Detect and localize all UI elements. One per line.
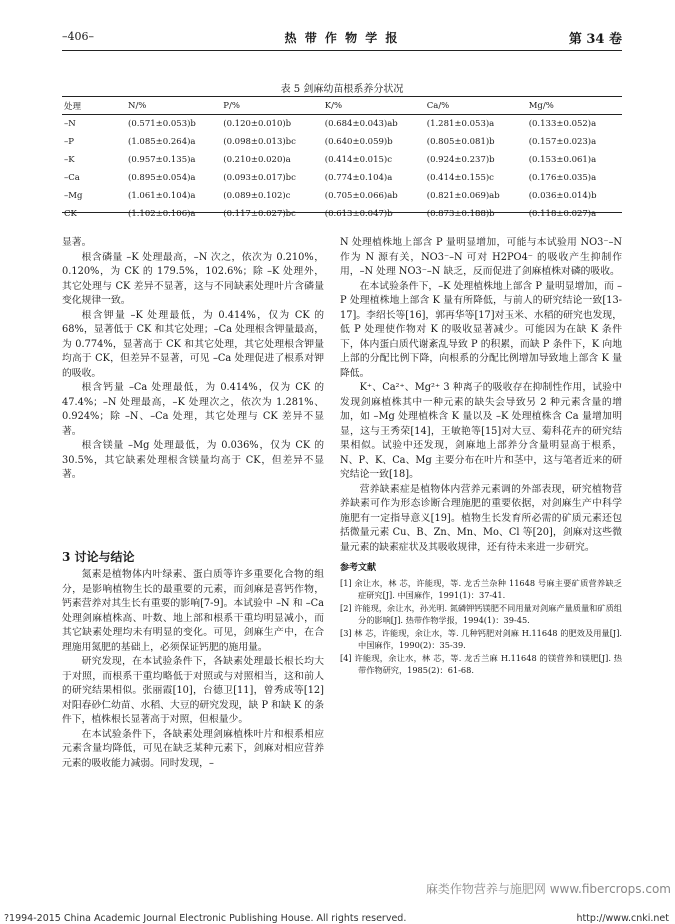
value-cell: (0.118±0.027)a	[528, 209, 597, 219]
paragraph: 根含钙量 –Ca 处理最低，为 0.414%，仅为 CK 的 47.4%；–N 处理最高，–K 处理次之，依次为 1.281%、0.924%；除 –N、–Ca 处理，其它处理与 CK 差异不显著。	[62, 382, 324, 437]
table-bottom-rule	[62, 212, 622, 213]
value-cell: (0.705±0.066)ab	[324, 191, 398, 201]
value-cell: (0.093±0.017)bc	[223, 173, 296, 183]
journal-title: 热 带 作 物 学 报	[284, 31, 400, 45]
paragraph: 营养缺素症是植物体内营养元素调的外部表现，研究植物营养缺素可作为形态诊断合理施肥的重要依据，对剑麻生产中科学施肥有一定指导意义[19]。植物生长发育所必需的矿质元素还包括微量元素 Cu、B、Zn、Mn、Mo、Cl 等[20]，剑麻对这些微量元素的缺素症状及其吸收规律，还有待未来进一步研究。	[340, 483, 622, 553]
table-caption: 表 5 剑麻幼苗根系养分状况	[280, 84, 404, 95]
value-cell: (0.571±0.053)b	[128, 119, 196, 129]
value-cell: (0.924±0.237)b	[426, 155, 495, 165]
value-cell: (1.085±0.264)a	[128, 137, 196, 147]
value-cell: (1.061±0.104)a	[128, 191, 196, 201]
value-cell: (0.176±0.035)a	[528, 173, 597, 183]
left-column-results	[62, 236, 324, 483]
reference-item: [4] 许能现，余让水，林 芯，等. 龙舌兰麻 H.11648 的镁营养和镁肥[J]. 热带作物研究，1985(2)：61-68.	[340, 652, 622, 675]
paragraph: 根含镁量 –Mg 处理最低，为 0.036%，仅为 CK 的 30.5%，其它缺素处理根含镁量均高于 CK，但差异不显著。	[62, 440, 324, 480]
header-rule	[62, 50, 622, 51]
reference-item: [3] 林 芯，许能现，余让水，等. 几种钙肥对剑麻 H.11648 的肥效及用量[J]. 中国麻作，1990(2)：35-39.	[340, 627, 622, 650]
nutrient-table	[62, 98, 622, 223]
value-cell: (0.117±0.027)bc	[223, 209, 296, 219]
paragraph: 研究发现，在本试验条件下，各缺素处理最长根长均大于对照，而根系干重均略低于对照或与对照相当，这和前人的研究结果相似。张丽霞[10]，台德卫[11]，曾秀成等[12]对阳春砂仁幼苗、水稻、大豆的研究发现，缺 P 和缺 K 的条件下，植株根长显著高于对照，但根量少。	[62, 656, 324, 725]
value-cell: (1.281±0.053)a	[426, 119, 495, 129]
value-cell: (0.036±0.014)b	[528, 191, 597, 201]
col-header: 处理	[62, 98, 126, 115]
section-heading: 3 讨论与结论	[62, 550, 135, 564]
paragraph: 在本试验条件下，各缺素处理剑麻植株叶片和根系相应元素含量均降低，可见在缺乏某种元素下，剑麻对相应营养元素的吸收能力减弱。同时发现，–	[62, 728, 324, 769]
paragraph: N 处理植株地上部含 P 量明显增加，可能与本试验用 NO3⁻–N 作为 N 源有关，NO3⁻–N 可对 H2PO4⁻ 的吸收产生抑制作用，–N 处理 NO3⁻–N 缺乏，反而促进了剑麻植株对磷的吸收。	[340, 237, 622, 277]
value-cell: (0.957±0.135)a	[128, 155, 196, 165]
right-column	[340, 236, 622, 677]
value-cell: (0.120±0.010)b	[223, 119, 292, 129]
col-header: K/%	[323, 98, 425, 115]
treatment-cell: –P	[64, 137, 74, 147]
value-cell: (0.640±0.059)b	[324, 137, 393, 147]
reference-item: [2] 许能现，余让水，孙光明. 氮磷钾钙镁肥不同用量对剑麻产量质量和矿质组分的影响[J]. 热带作物学报，1994(1)：39-45.	[340, 602, 622, 625]
value-cell: (0.210±0.020)a	[223, 155, 291, 165]
col-header: Mg/%	[527, 98, 622, 115]
value-cell: (0.098±0.013)bc	[223, 137, 296, 147]
treatment-cell: –Ca	[64, 173, 80, 183]
value-cell: (0.774±0.104)a	[324, 173, 393, 183]
watermark: 麻类作物营养与施肥网 www.fibercrops.com	[425, 882, 671, 896]
left-column-discussion	[62, 568, 324, 771]
value-cell: (1.102±0.106)a	[128, 209, 196, 219]
value-cell: (0.895±0.054)a	[128, 173, 196, 183]
table-row	[62, 205, 622, 223]
table-row	[62, 187, 622, 205]
treatment-cell: –N	[64, 119, 76, 129]
table-row	[62, 133, 622, 151]
volume-label: 第 34 卷	[568, 32, 622, 47]
table-header-row	[62, 98, 622, 115]
value-cell: (0.873±0.188)b	[426, 209, 495, 219]
page-header	[62, 28, 622, 48]
table-top-rule	[62, 96, 622, 97]
value-cell: (0.153±0.061)a	[528, 155, 597, 165]
reference-item: [1] 余让水，林 芯，许能现，等. 龙舌兰杂种 11648 号麻主要矿质营养缺乏症研究[J]. 中国麻作，1991(1)：37-41.	[340, 577, 622, 600]
value-cell: (0.821±0.069)ab	[426, 191, 500, 201]
table-row	[62, 169, 622, 187]
col-header: Ca/%	[425, 98, 527, 115]
value-cell: (0.414±0.155)c	[426, 173, 494, 183]
paragraph: 根含磷量 –K 处理最高，–N 次之，依次为 0.210%，0.120%，为 CK 的 179.5%，102.6%；除 –K 处理外，其它处理与 CK 差异不显著，这与不同缺素处理叶片含磷量变化规律一致。	[62, 251, 324, 306]
page-number: –406–	[62, 30, 94, 43]
value-cell: (0.089±0.102)c	[223, 191, 291, 201]
paragraph: 在本试验条件下，–K 处理植株地上部含 P 量明显增加，而 –P 处理植株地上部含 K 量有所降低，与前人的研究结论一致[13-17]。李绍长等[16]，郭再华等[17]对玉米、水稻的研究也发现，低 P 处理使作物对 K 的吸收显著减少。可能因为在缺 K 条件下，体内蛋白质代谢紊乱导致 P 的积累，而缺 P 条件下，K 向地上部的分配比例下降，向根系的分配比例增加导致地上部含 K 量降低。	[340, 280, 622, 379]
value-cell: (0.684±0.043)ab	[324, 119, 398, 129]
value-cell: (0.414±0.015)c	[324, 155, 392, 165]
paragraph: K⁺、Ca²⁺、Mg²⁺ 3 种离子的吸收存在抑制性作用，试验中发现剑麻植株其中一种元素的缺失会导致另 2 种元素含量的增加，如 –Mg 处理植株含 K 量以及 –K 处理植株含 Ca 量增加明显，这与王秀荣[14]，王敏艳等[15]对大豆、菊科花卉的研究结果相似。试验中还发现，剑麻地上部养分含量明显高于根系，N、P、K、Ca、Mg 主要分布在叶片和茎中，这与笔者近来的研究结论一致[18]。	[340, 382, 622, 480]
references-heading: 参考文献	[340, 563, 377, 573]
treatment-cell: CK	[64, 209, 77, 219]
treatment-cell: –K	[64, 155, 75, 165]
paragraph: 氮素是植物体内叶绿素、蛋白质等许多重要化合物的组分，是影响植物生长的最重要的元素，而剑麻是喜钙作物，钙素营养对其生长有重要的影响[7-9]。本试验中 –N 和 –Ca 处理剑麻植株高、叶数、地上部和根系干重均明显减小，而其它缺素处理均未有明显的变化。可见，剑麻生产中，在合理施用氮肥的基础上，必须保证钙肥的施用量。	[62, 569, 324, 653]
footer-link[interactable]: http://www.cnki.net	[576, 913, 669, 924]
col-header: P/%	[221, 98, 323, 115]
value-cell: (0.157±0.023)a	[528, 137, 597, 147]
treatment-cell: –Mg	[64, 191, 83, 201]
paragraph: 显著。	[62, 237, 92, 248]
table-row	[62, 151, 622, 169]
value-cell: (0.805±0.081)b	[426, 137, 495, 147]
value-cell: (0.133±0.052)a	[528, 119, 597, 129]
copyright-text: ?1994-2015 China Academic Journal Electronic Publishing House. All rights reserved.	[4, 913, 407, 924]
value-cell: (0.613±0.047)b	[324, 209, 393, 219]
table-row	[62, 115, 622, 134]
col-header: N/%	[126, 98, 221, 115]
paragraph: 根含钾量 –K 处理最低，为 0.414%，仅为 CK 的 68%，显著低于 CK 和其它处理；–Ca 处理根含钾量最高，为 0.774%，显著高于 CK 和其它处理，其它处理根含钾量均高于 CK，但差异不显著，可见 –Ca 处理促进了根系对钾的吸收。	[62, 309, 324, 379]
